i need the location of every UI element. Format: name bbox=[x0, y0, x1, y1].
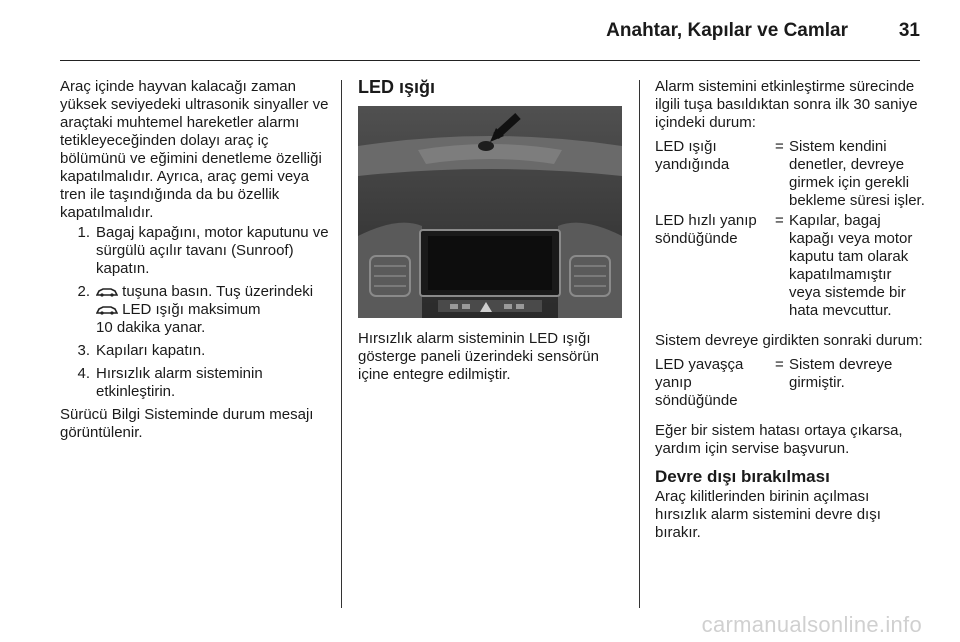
status-term: LED ışığı yandığında bbox=[655, 138, 730, 173]
steps-list bbox=[60, 224, 330, 401]
list-item bbox=[60, 283, 330, 337]
dashboard-drawing bbox=[358, 106, 622, 318]
list-text-part: tuşuna basın. Tuş üzerindeki bbox=[122, 283, 314, 300]
page-header bbox=[0, 0, 960, 64]
list-text: Kapıları kapatın. bbox=[96, 342, 206, 359]
section-title: LED ışığı bbox=[358, 77, 436, 97]
list-item bbox=[60, 365, 330, 401]
table-row bbox=[655, 212, 925, 320]
status-table-arming bbox=[655, 138, 925, 320]
subsection-paragraph: Araç kilitlerinden birinin açılması hırsızlık alarm sistemini devre dışı bırakır. bbox=[655, 488, 881, 541]
list-item bbox=[60, 224, 330, 278]
car-alarm-icon bbox=[96, 287, 118, 297]
watermark: carmanualsonline.info bbox=[701, 612, 922, 637]
column-divider-2 bbox=[639, 80, 640, 608]
dashboard-illustration bbox=[358, 106, 622, 318]
list-item bbox=[60, 342, 330, 360]
list-text-part: 10 dakika yanar. bbox=[96, 319, 206, 336]
equals-sign: = bbox=[775, 356, 784, 373]
column-middle bbox=[358, 78, 624, 384]
error-note: Eğer bir sistem hatası ortaya çıkarsa, yardım için servise başvurun. bbox=[655, 422, 903, 457]
list-text: Hırsızlık alarm sisteminin etkinleştirin. bbox=[96, 365, 263, 400]
list-number: 1. bbox=[77, 224, 90, 241]
status-definition: Sistem kendini denetler, devreye girmek için gerekli bekleme süresi işler. bbox=[789, 138, 925, 209]
column-divider-1 bbox=[341, 80, 342, 608]
table-row bbox=[655, 356, 925, 410]
equals-sign: = bbox=[775, 138, 784, 155]
status-term: LED yavaşça yanıp söndüğünde bbox=[655, 356, 744, 409]
column-right bbox=[655, 78, 925, 542]
table-row bbox=[655, 138, 925, 210]
middle-paragraph: Sistem devreye girdikten sonraki durum: bbox=[655, 332, 923, 349]
list-number: 3. bbox=[77, 342, 90, 359]
page-number: 31 bbox=[898, 20, 920, 41]
list-text-part: LED ışığı maksimum bbox=[122, 301, 261, 318]
intro-paragraph: Alarm sistemini etkinleştirme sürecinde ilgili tuşa basıldıktan sonra ilk 30 saniye içindeki durum: bbox=[655, 78, 918, 131]
intro-paragraph: Araç içinde hayvan kalacağı zaman yüksek seviyedeki ultrasonik sinyaller ve araçtaki muhtemel hareketler alarmı tetikleyeceğinden dolayı araç iç bölümünü ve eğimini denetleme özelliği kapatılmalıdır. Ayrıca, araç gemi veya tren ile taşındığında da bu özellik kapatılmalıdır. bbox=[60, 78, 329, 221]
status-definition: Kapılar, bagaj kapağı veya motor kaputu tam olarak kapatılmamıştır veya sistemde bir hata mevcuttur. bbox=[789, 212, 913, 319]
chapter-title: Anahtar, Kapılar ve Camlar bbox=[606, 20, 848, 41]
header-divider bbox=[60, 60, 920, 61]
status-table-armed bbox=[655, 356, 925, 410]
figure-caption: Hırsızlık alarm sisteminin LED ışığı gösterge paneli üzerindeki sensörün içine entegre edilmiştir. bbox=[358, 330, 599, 383]
list-number: 2. bbox=[77, 283, 90, 300]
list-number: 4. bbox=[77, 365, 90, 382]
status-definition: Sistem devreye girmiştir. bbox=[789, 356, 893, 391]
status-term: LED hızlı yanıp söndüğünde bbox=[655, 212, 757, 247]
footer-paragraph: Sürücü Bilgi Sisteminde durum mesajı görüntülenir. bbox=[60, 406, 314, 441]
list-text bbox=[96, 283, 330, 337]
list-text: Bagaj kapağını, motor kaputunu ve sürgülü açılır tavanı (Sunroof) kapatın. bbox=[96, 224, 329, 277]
equals-sign: = bbox=[775, 212, 784, 229]
column-left bbox=[60, 78, 330, 442]
subsection-title: Devre dışı bırakılması bbox=[655, 467, 830, 486]
car-alarm-icon bbox=[96, 305, 118, 315]
